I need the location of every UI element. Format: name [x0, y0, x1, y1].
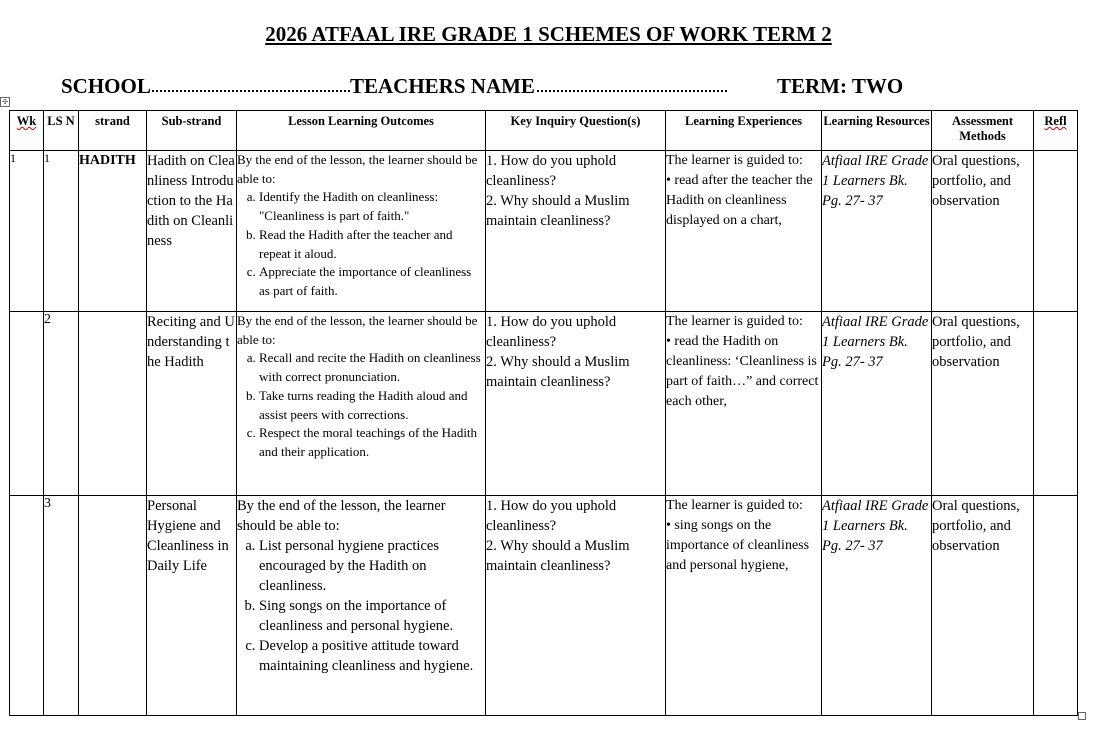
table-row: [10, 151, 1078, 312]
outcomes-intro: By the end of the lesson, the learner should be able to:: [237, 498, 446, 534]
cell-assessment[interactable]: Oral questions, portfolio, and observation: [932, 496, 1034, 716]
experiences-intro: The learner is guided to:: [666, 498, 803, 513]
table-move-handle-icon[interactable]: ✣: [0, 97, 10, 107]
inquiry-question: 2. Why should a Muslim maintain cleanliness?: [486, 354, 630, 390]
col-header-outcomes: Lesson Learning Outcomes: [237, 111, 486, 151]
outcomes-list: [237, 349, 485, 461]
col-header-key-inquiry: Key Inquiry Question(s): [486, 111, 666, 151]
school-header-line: [0, 74, 1097, 102]
teachers-name-label: TEACHERS NAME: [350, 74, 535, 98]
experience-item: • read after the teacher the Hadith on cleanliness displayed on a chart,: [666, 173, 813, 228]
table-row: [10, 496, 1078, 716]
cell-learning-resources[interactable]: Atfiaal IRE Grade 1 Learners Bk. Pg. 27- 37: [822, 312, 932, 496]
outcome-item: c. Develop a positive attitude toward maintaining cleanliness and hygiene.: [259, 636, 485, 676]
table-header-row: [10, 111, 1078, 151]
table-row: [10, 312, 1078, 496]
experiences-intro: The learner is guided to:: [666, 314, 803, 329]
cell-lesson-number[interactable]: 1: [44, 151, 79, 312]
cell-key-inquiry[interactable]: [486, 496, 666, 716]
cell-week[interactable]: [10, 496, 44, 716]
cell-strand[interactable]: [79, 496, 147, 716]
col-header-sub-strand: Sub-strand: [147, 111, 237, 151]
teachers-name-blank[interactable]: [537, 90, 727, 92]
cell-learning-resources[interactable]: Atfiaal IRE Grade 1 Learners Bk. Pg. 27- 37: [822, 151, 932, 312]
outcome-item: a. Recall and recite the Hadith on cleanliness with correct pronunciation.: [259, 349, 485, 386]
experience-item: • sing songs on the importance of cleanliness and personal hygiene,: [666, 518, 810, 573]
col-header-assessment-methods: Assessment Methods: [932, 111, 1034, 151]
outcome-item: b. Sing songs on the importance of cleanliness and personal hygiene.: [259, 596, 485, 636]
inquiry-question: 1. How do you uphold cleanliness?: [486, 153, 617, 189]
cell-week[interactable]: [10, 312, 44, 496]
inquiry-question: 2. Why should a Muslim maintain cleanliness?: [486, 193, 630, 229]
school-label: SCHOOL: [61, 74, 151, 98]
cell-key-inquiry[interactable]: [486, 312, 666, 496]
cell-reflection[interactable]: [1034, 312, 1078, 496]
inquiry-question: 1. How do you uphold cleanliness?: [486, 498, 617, 534]
cell-strand[interactable]: HADITH: [79, 151, 147, 312]
experiences-intro: The learner is guided to:: [666, 153, 803, 168]
outcomes-intro: By the end of the lesson, the learner should be able to:: [237, 152, 478, 186]
inquiry-question: 1. How do you uphold cleanliness?: [486, 314, 617, 350]
outcomes-intro: By the end of the lesson, the learner should be able to:: [237, 313, 478, 347]
schemes-of-work-table: [9, 110, 1078, 716]
document-title: 2026 ATFAAL IRE GRADE 1 SCHEMES OF WORK TERM 2: [265, 22, 832, 46]
col-header-lsn: LS N: [44, 111, 79, 151]
cell-week[interactable]: 1: [10, 151, 44, 312]
outcomes-list: [237, 536, 485, 676]
inquiry-question: 2. Why should a Muslim maintain cleanliness?: [486, 538, 630, 574]
cell-key-inquiry[interactable]: [486, 151, 666, 312]
cell-learning-experiences[interactable]: [666, 312, 822, 496]
cell-assessment[interactable]: Oral questions, portfolio, and observation: [932, 312, 1034, 496]
col-header-reflection: Refl: [1034, 111, 1078, 151]
cell-lesson-number[interactable]: 3: [44, 496, 79, 716]
term-label: TERM: TWO: [777, 74, 904, 98]
outcome-item: b. Read the Hadith after the teacher and repeat it aloud.: [259, 226, 485, 263]
outcome-item: b. Take turns reading the Hadith aloud and assist peers with corrections.: [259, 387, 485, 424]
outcome-item: a. List personal hygiene practices encouraged by the Hadith on cleanliness.: [259, 536, 485, 596]
outcome-item: c. Appreciate the importance of cleanliness as part of faith.: [259, 263, 485, 300]
cell-sub-strand[interactable]: Reciting and Understanding the Hadith: [147, 312, 237, 496]
cell-outcomes[interactable]: [237, 496, 486, 716]
col-header-learning-resources: Learning Resources: [822, 111, 932, 151]
cell-sub-strand[interactable]: Hadith on Cleanliness Introduction to the Hadith on Cleanliness: [147, 151, 237, 312]
cell-learning-experiences[interactable]: [666, 151, 822, 312]
experience-item: • read the Hadith on cleanliness: ‘Cleanliness is part of faith…” and correct each other,: [666, 334, 819, 409]
cell-reflection[interactable]: [1034, 496, 1078, 716]
outcome-item: a. Identify the Hadith on cleanliness: "Cleanliness is part of faith.": [259, 188, 485, 225]
cell-learning-experiences[interactable]: [666, 496, 822, 716]
cell-strand[interactable]: [79, 312, 147, 496]
cell-outcomes[interactable]: [237, 312, 486, 496]
outcomes-list: [237, 188, 485, 300]
cell-sub-strand[interactable]: Personal Hygiene and Cleanliness in Daily Life: [147, 496, 237, 716]
col-header-strand: strand: [79, 111, 147, 151]
cell-outcomes[interactable]: [237, 151, 486, 312]
outcome-item: c. Respect the moral teachings of the Hadith and their application.: [259, 424, 485, 461]
cell-lesson-number[interactable]: 2: [44, 312, 79, 496]
table-resize-handle-icon[interactable]: [1078, 712, 1086, 720]
cell-assessment[interactable]: Oral questions, portfolio, and observation: [932, 151, 1034, 312]
cell-learning-resources[interactable]: Atfiaal IRE Grade 1 Learners Bk. Pg. 27- 37: [822, 496, 932, 716]
cell-reflection[interactable]: [1034, 151, 1078, 312]
col-header-learning-experiences: Learning Experiences: [666, 111, 822, 151]
col-header-wk: Wk: [10, 111, 44, 151]
school-blank[interactable]: [152, 90, 350, 92]
